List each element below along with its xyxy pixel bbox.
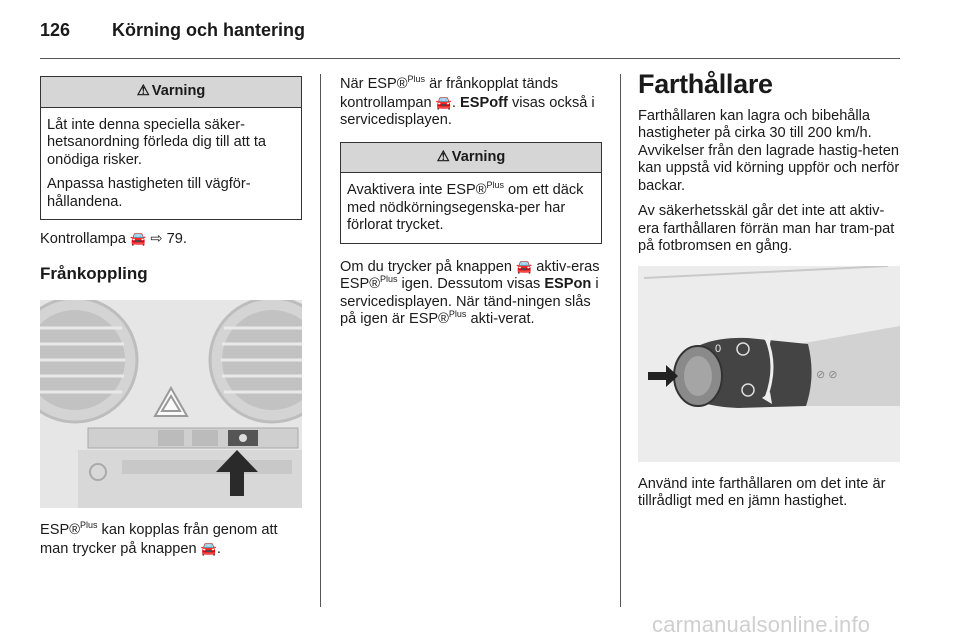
- page-header: [40, 16, 900, 46]
- warning-box: [40, 76, 302, 220]
- section-title: Farthållare: [638, 69, 773, 99]
- page-reference-link[interactable]: 79.: [166, 231, 187, 247]
- column-divider-1: [320, 74, 321, 607]
- column-1: [40, 76, 302, 566]
- svg-text:⊘ ⊘: ⊘ ⊘: [816, 368, 838, 381]
- warning-text: Avaktivera inte ESP®$^{Plus}$ om ett däck med nödkörningsegenska-per har förlorat trycket.: [347, 180, 584, 233]
- esp-skid-car-icon: 🚘: [200, 540, 217, 556]
- warning-title: Varning: [451, 148, 506, 165]
- paragraph: Använd inte farthållaren om det inte är tillrådligt med en jämn hastighet.: [638, 475, 886, 509]
- warning-header: [41, 77, 301, 108]
- chapter-title: Körning och hantering: [112, 20, 305, 40]
- page-number: 126: [40, 20, 71, 40]
- column-divider-2: [620, 74, 621, 607]
- page-reference-arrow-icon: ⇨: [150, 231, 163, 247]
- paragraph: Om du trycker på knappen 🚘 aktiv-eras ESP®$^{Plus}$ igen. Dessutom visas ESPon i servicedisplayen. När tänd-ningen slås på igen är ESP®$^{Plus}$ akti-verat.: [340, 258, 600, 327]
- svg-text:0: 0: [715, 342, 722, 355]
- section-heading: Frånkoppling: [40, 263, 148, 283]
- warning-text: Låt inte denna speciella säker-hetsanordning förleda dig till att ta onödiga risker.: [47, 116, 267, 168]
- control-lamp-reference: Kontrollampa 🚘 ⇨ 79.: [40, 231, 187, 247]
- warning-header: [341, 143, 601, 174]
- paragraph: Av säkerhetsskäl går det inte att aktiv-era farthållaren förrän man har tram-pat på fotbromsen en gång.: [638, 203, 895, 254]
- warning-triangle-icon: ⚠: [136, 83, 150, 99]
- esp-button-illustration: [40, 300, 302, 508]
- warning-title: Varning: [151, 83, 206, 99]
- column-3: [638, 69, 902, 519]
- header-divider: [40, 58, 900, 59]
- esp-skid-car-icon: 🚘: [130, 231, 147, 246]
- warning-box: [340, 142, 602, 244]
- cruise-control-lever-illustration: [638, 266, 900, 462]
- warning-text: Anpassa hastigheten till vägför-hållandena.: [47, 176, 251, 210]
- figure-caption: ESP®$^{Plus}$ kan kopplas från genom att man trycker på knappen 🚘.: [40, 520, 278, 557]
- column-2: [340, 76, 602, 337]
- paragraph: Farthållaren kan lagra och bibehålla hastigheter på cirka 30 till 200 km/h. Avvikelser från den lagrade hastig-heten kan uppstå vid körning uppför och nerför backar.: [638, 107, 900, 194]
- warning-triangle-icon: ⚠: [436, 148, 450, 165]
- esp-skid-car-icon: 🚘: [516, 258, 533, 274]
- esp-skid-car-icon: 🚘: [435, 94, 452, 110]
- paragraph: När ESP®$^{Plus}$ är frånkopplat tänds kontrollampan 🚘. ESPoff visas också i servicedisplayen.: [340, 74, 595, 128]
- watermark: carmanualsonline.info: [652, 612, 871, 637]
